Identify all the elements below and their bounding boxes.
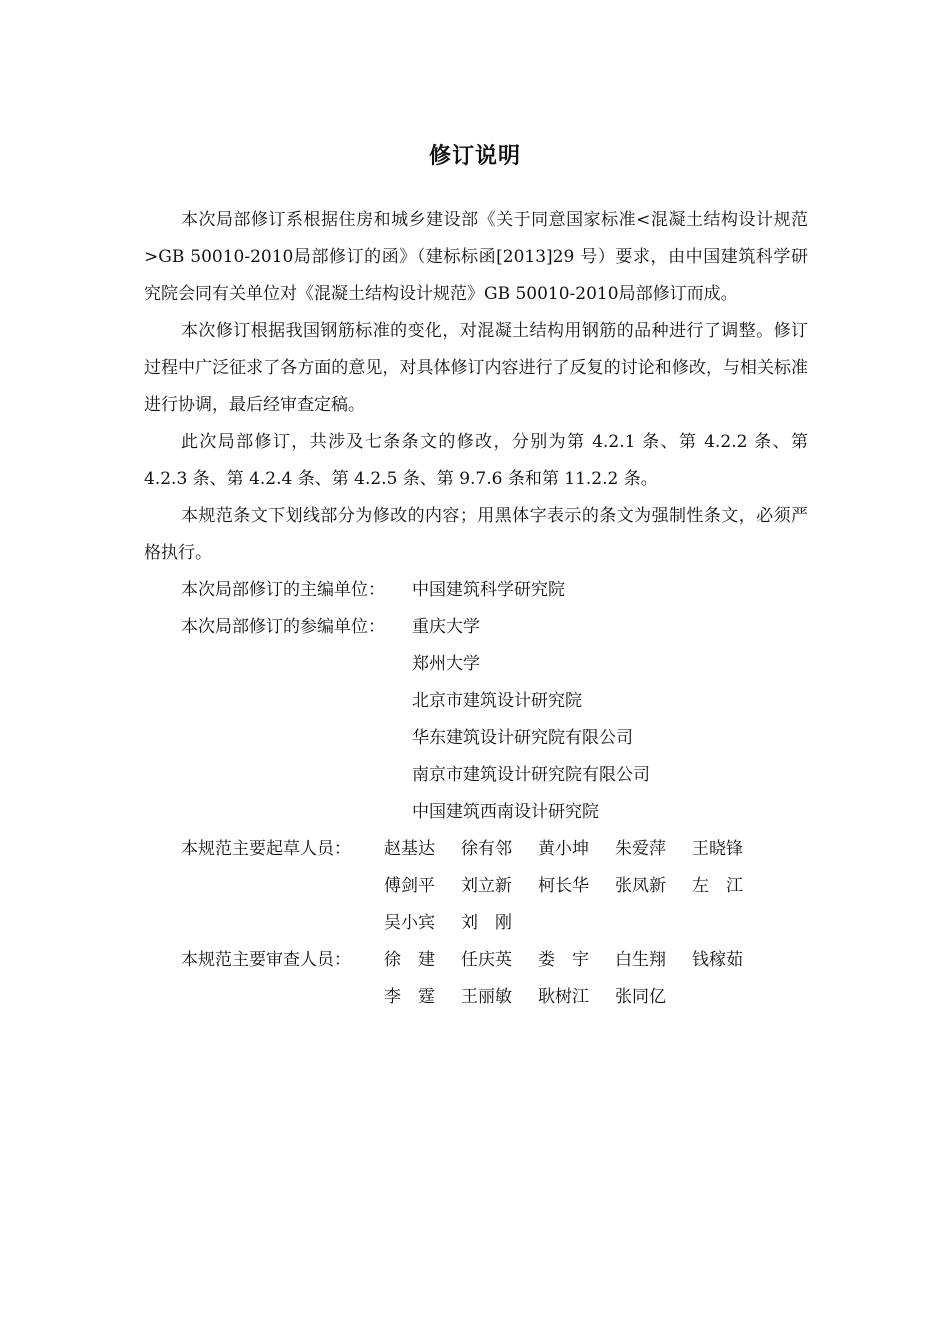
chief-unit-label: 本次局部修订的主编单位： xyxy=(181,580,385,600)
participating-units-block xyxy=(144,609,808,831)
paragraph-revised-clauses: 此次局部修订，共涉及七条条文的修改，分别为第 4.2.1 条、第 4.2.2 条、第 4.2.3 条、第 4.2.4 条、第 4.2.5 条、第 9.7.6 条和第 11.2.2 条。 xyxy=(144,432,808,489)
reviewers-row xyxy=(144,942,808,979)
drafter-name: 傅剑平 xyxy=(384,876,435,896)
drafters-names xyxy=(384,831,769,868)
reviewers-row xyxy=(144,979,808,1016)
participating-unit-row xyxy=(144,794,808,831)
reviewer-name: 李 霆 xyxy=(384,987,435,1007)
drafter-name: 刘 刚 xyxy=(461,913,512,933)
drafters-block xyxy=(144,831,808,942)
participating-unit: 中国建筑西南设计研究院 xyxy=(412,802,599,822)
drafter-name: 徐有邻 xyxy=(461,839,512,859)
reviewer-name: 张同亿 xyxy=(615,987,666,1007)
participating-unit: 北京市建筑设计研究院 xyxy=(412,691,582,711)
participating-unit: 华东建筑设计研究院有限公司 xyxy=(412,728,633,748)
reviewer-name: 钱稼茹 xyxy=(692,950,743,970)
reviewer-name: 徐 建 xyxy=(384,950,435,970)
participating-unit: 郑州大学 xyxy=(412,654,480,674)
chief-unit-block xyxy=(144,572,808,609)
drafter-name: 吴小宾 xyxy=(384,913,435,933)
reviewer-name: 耿树江 xyxy=(538,987,589,1007)
reviewers-names xyxy=(384,979,692,1016)
drafters-names xyxy=(384,868,769,905)
drafter-name: 黄小坤 xyxy=(538,839,589,859)
drafter-name: 张凤新 xyxy=(615,876,666,896)
reviewers-label: 本规范主要审查人员： xyxy=(181,950,351,970)
participating-unit: 重庆大学 xyxy=(412,617,480,637)
paragraph-notation-note: 本规范条文下划线部分为修改的内容；用黑体字表示的条文为强制性条文，必须严格执行。 xyxy=(144,506,808,563)
participating-unit-row xyxy=(144,646,808,683)
reviewer-name: 王丽敏 xyxy=(461,987,512,1007)
drafter-name: 朱爱萍 xyxy=(615,839,666,859)
chief-unit-value: 中国建筑科学研究院 xyxy=(412,580,565,600)
reviewer-name: 娄 宇 xyxy=(538,950,589,970)
drafter-name: 柯长华 xyxy=(538,876,589,896)
participating-units-label: 本次局部修订的参编单位： xyxy=(181,617,385,637)
participating-unit-row xyxy=(144,683,808,720)
drafter-name: 赵基达 xyxy=(384,839,435,859)
participating-unit-row xyxy=(144,609,808,646)
paragraph-revision-basis: 本次局部修订系根据住房和城乡建设部《关于同意国家标准<混凝土结构设计规范>GB 50010-2010局部修订的函》（建标标函[2013]29 号）要求，由中国建筑科学研究院会同有关单位对《混凝土结构设计规范》GB 50010-2010局部修订而成。 xyxy=(144,210,808,304)
participating-unit-row xyxy=(144,757,808,794)
drafters-row xyxy=(144,831,808,868)
drafters-row xyxy=(144,868,808,905)
reviewers-names xyxy=(384,942,769,979)
drafters-label: 本规范主要起草人员： xyxy=(181,839,351,859)
reviewer-name: 白生翔 xyxy=(615,950,666,970)
chief-unit-row xyxy=(144,572,808,609)
drafter-name: 左 江 xyxy=(692,876,743,896)
reviewer-name: 任庆英 xyxy=(461,950,512,970)
participating-unit: 南京市建筑设计研究院有限公司 xyxy=(412,765,650,785)
drafter-name: 王晓锋 xyxy=(692,839,743,859)
drafters-row xyxy=(144,905,808,942)
document-body xyxy=(144,202,808,1016)
drafter-name: 刘立新 xyxy=(461,876,512,896)
paragraph-revision-content: 本次修订根据我国钢筋标准的变化，对混凝土结构用钢筋的品种进行了调整。修订过程中广泛征求了各方面的意见，对具体修订内容进行了反复的讨论和修改，与相关标准进行协调，最后经审查定稿。 xyxy=(144,321,808,415)
reviewers-block xyxy=(144,942,808,1016)
page-title: 修订说明 xyxy=(428,144,521,169)
drafters-names xyxy=(384,905,538,942)
participating-unit-row xyxy=(144,720,808,757)
